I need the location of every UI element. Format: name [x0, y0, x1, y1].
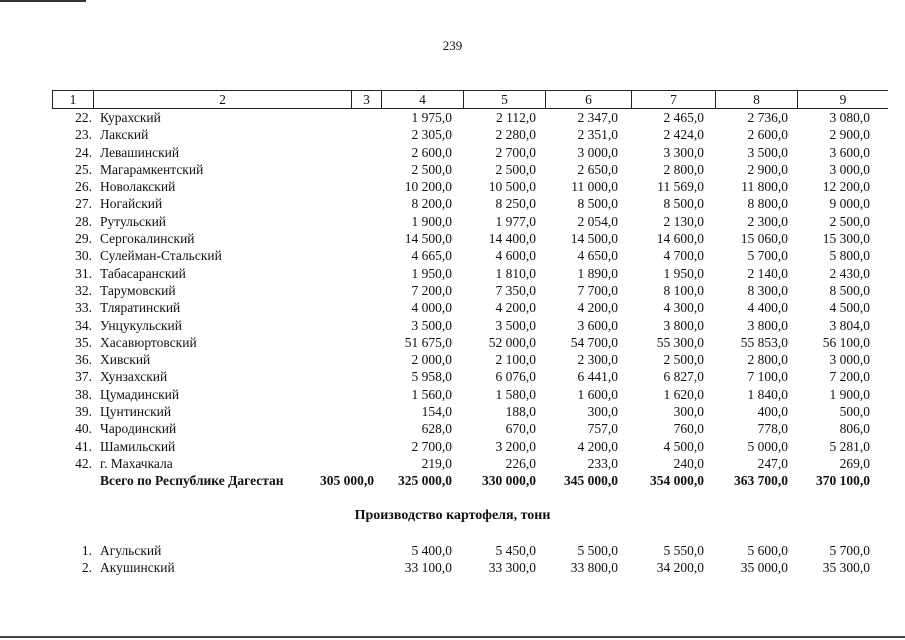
table-cell-name: Цунтинский: [100, 404, 172, 420]
table-cell-c9: 35 300,0: [822, 560, 870, 576]
table-cell-name: Акушинский: [100, 560, 175, 576]
table-cell-c4: 14 500,0: [404, 231, 452, 247]
table-cell-c6: 8 500,0: [577, 196, 618, 212]
table-cell-c4: 1 560,0: [411, 386, 452, 402]
table-cell-name: г. Махачкала: [100, 455, 173, 471]
table-row: [52, 317, 888, 334]
table-cell-num: 2.: [81, 560, 92, 576]
table-cell-c4: 1 950,0: [411, 265, 452, 281]
page-number: 239: [442, 38, 463, 53]
section-title: Производство картофеля, тонн: [354, 508, 551, 523]
table-cell-c5: 188,0: [505, 404, 536, 420]
bottom-rule: [0, 636, 905, 638]
table-row: [52, 230, 888, 247]
table-cell-c5: 5 450,0: [495, 543, 536, 558]
table-cell-c8: 2 140,0: [747, 265, 788, 281]
total-c5: 330 000,0: [482, 473, 536, 489]
table-cell-c9: 3 600,0: [829, 144, 870, 160]
table-cell-num: 1.: [81, 543, 92, 558]
table-cell-c6: 33 800,0: [570, 560, 618, 576]
table-cell-c7: 3 300,0: [663, 144, 704, 160]
table-cell-num: 30.: [75, 248, 92, 264]
table-cell-name: Рутульский: [100, 213, 167, 229]
table-cell-c9: 5 281,0: [829, 438, 870, 454]
table-cell-c6: 3 000,0: [577, 144, 618, 160]
table-row: [52, 195, 888, 212]
table-cell-name: Сергокалинский: [100, 231, 195, 247]
table-cell-c4: 2 000,0: [411, 352, 452, 368]
table-cell-num: 34.: [75, 317, 92, 333]
table-cell-c8: 2 736,0: [747, 110, 788, 125]
table-row: [52, 438, 888, 455]
table-row: [52, 542, 888, 559]
table-cell-c5: 8 250,0: [495, 196, 536, 212]
table-cell-c4: 5 958,0: [411, 369, 452, 385]
table-cell-c8: 8 300,0: [747, 282, 788, 298]
table-cell-c5: 4 600,0: [495, 248, 536, 264]
table-row: [52, 126, 888, 143]
table-cell-c6: 5 500,0: [577, 543, 618, 558]
table-cell-c8: 15 060,0: [740, 231, 788, 247]
table-cell-c7: 14 600,0: [656, 231, 704, 247]
table-cell-c7: 34 200,0: [656, 560, 704, 576]
table-cell-c9: 3 000,0: [829, 352, 870, 368]
table-cell-c6: 2 347,0: [577, 110, 618, 125]
table-row-total: [52, 472, 888, 489]
total-label: Всего по Республике Дагестан: [100, 473, 284, 489]
table-cell-c4: 8 200,0: [411, 196, 452, 212]
table-cell-c8: 778,0: [757, 421, 788, 437]
table-cell-c9: 3 000,0: [829, 161, 870, 177]
table-cell-name: Левашинский: [100, 144, 180, 160]
table-cell-c7: 6 827,0: [663, 369, 704, 385]
table-cell-name: Унцукульский: [100, 317, 182, 333]
table-cell-c8: 5 700,0: [747, 248, 788, 264]
table-cell-c9: 9 000,0: [829, 196, 870, 212]
table-cell-c7: 2 130,0: [663, 213, 704, 229]
table-cell-c4: 4 000,0: [411, 300, 452, 316]
table-cell-c5: 52 000,0: [488, 334, 536, 350]
table-cell-c6: 1 600,0: [577, 386, 618, 402]
table-cell-c8: 1 840,0: [747, 386, 788, 402]
table-cell-c7: 300,0: [673, 404, 704, 420]
table-row: [52, 368, 888, 385]
table-cell-name: Магарамкентский: [100, 161, 204, 177]
table-cell-c6: 2 650,0: [577, 161, 618, 177]
table-cell-num: 35.: [75, 334, 92, 350]
table-cell-num: 25.: [75, 161, 92, 177]
table-cell-c8: 2 900,0: [747, 161, 788, 177]
header-col-8: 8: [716, 91, 798, 108]
table-cell-c8: 5 000,0: [747, 438, 788, 454]
table-cell-num: 31.: [75, 265, 92, 281]
table-cell-name: Цумадинский: [100, 386, 180, 402]
table-cell-c7: 760,0: [673, 421, 704, 437]
table-cell-c8: 4 400,0: [747, 300, 788, 316]
table-cell-c4: 2 700,0: [411, 438, 452, 454]
table-cell-c9: 3 804,0: [829, 317, 870, 333]
total-c7: 354 000,0: [650, 473, 704, 489]
table-cell-c5: 2 112,0: [496, 110, 536, 125]
table-cell-c5: 33 300,0: [488, 560, 536, 576]
table-cell-name: Ногайский: [100, 196, 163, 212]
table-row: [52, 247, 888, 264]
table-cell-c9: 56 100,0: [822, 334, 870, 350]
table-cell-num: 33.: [75, 300, 92, 316]
table-cell-c9: 1 900,0: [829, 386, 870, 402]
total-c9: 370 100,0: [816, 473, 870, 489]
table-cell-c4: 3 500,0: [411, 317, 452, 333]
table-cell-name: Хасавюртовский: [100, 334, 197, 350]
table-cell-c6: 2 300,0: [577, 352, 618, 368]
table-cell-c8: 3 800,0: [747, 317, 788, 333]
table-cell-c4: 7 200,0: [411, 282, 452, 298]
top-rule: [0, 0, 86, 2]
table-cell-c7: 2 465,0: [663, 110, 704, 125]
table-cell-c9: 500,0: [839, 404, 870, 420]
table-cell-c6: 14 500,0: [570, 231, 618, 247]
table-cell-c6: 7 700,0: [577, 282, 618, 298]
production-table: [52, 90, 888, 490]
table-cell-num: 38.: [75, 386, 92, 402]
table-cell-c7: 8 100,0: [663, 282, 704, 298]
table-cell-c4: 10 200,0: [404, 179, 452, 195]
table-cell-c6: 4 200,0: [577, 438, 618, 454]
table-cell-c6: 4 650,0: [577, 248, 618, 264]
table-cell-c5: 14 400,0: [488, 231, 536, 247]
table-cell-num: 37.: [75, 369, 92, 385]
table-cell-c5: 1 580,0: [495, 386, 536, 402]
table-cell-c8: 400,0: [757, 404, 788, 420]
table-row: [52, 455, 888, 472]
table-cell-num: 40.: [75, 421, 92, 437]
table-cell-c5: 670,0: [505, 421, 536, 437]
table-cell-c5: 2 700,0: [495, 144, 536, 160]
header-col-4: 4: [382, 91, 464, 108]
total-c4: 325 000,0: [398, 473, 452, 489]
table-cell-name: Хивский: [100, 352, 151, 368]
table-row: [52, 334, 888, 351]
table-row: [52, 161, 888, 178]
table-cell-c5: 3 500,0: [495, 317, 536, 333]
table-row: [52, 178, 888, 195]
table-cell-name: Сулейман-Стальский: [100, 248, 222, 264]
table-cell-c6: 4 200,0: [577, 300, 618, 316]
table-row: [52, 559, 888, 576]
table-cell-name: Чародинский: [100, 421, 177, 437]
table-cell-c7: 1 620,0: [663, 386, 704, 402]
table-cell-c4: 154,0: [421, 404, 452, 420]
table-cell-c8: 5 600,0: [747, 543, 788, 558]
table-row: [52, 351, 888, 368]
table-row: [52, 213, 888, 230]
table-cell-c8: 8 800,0: [747, 196, 788, 212]
table-cell-c8: 3 500,0: [747, 144, 788, 160]
table-cell-num: 27.: [75, 196, 92, 212]
table-cell-c7: 8 500,0: [663, 196, 704, 212]
table-cell-c5: 4 200,0: [495, 300, 536, 316]
table-cell-c6: 3 600,0: [577, 317, 618, 333]
table-cell-c5: 3 200,0: [495, 438, 536, 454]
table-cell-num: 39.: [75, 404, 92, 420]
table-cell-name: Шамильский: [100, 438, 176, 454]
table-cell-name: Тляратинский: [100, 300, 181, 316]
table-cell-c5: 10 500,0: [488, 179, 536, 195]
table-cell-c6: 11 000,0: [571, 179, 618, 195]
table-cell-c8: 7 100,0: [747, 369, 788, 385]
table-cell-c4: 4 665,0: [411, 248, 452, 264]
table-cell-c6: 757,0: [587, 421, 618, 437]
table-cell-c7: 4 500,0: [663, 438, 704, 454]
table-cell-c5: 2 280,0: [495, 127, 536, 143]
table-cell-c4: 5 400,0: [411, 543, 452, 558]
table-cell-c6: 6 441,0: [577, 369, 618, 385]
table-cell-c9: 2 500,0: [829, 213, 870, 229]
table-cell-num: 29.: [75, 231, 92, 247]
table-cell-c9: 2 430,0: [829, 265, 870, 281]
table-cell-c5: 6 076,0: [495, 369, 536, 385]
table-cell-name: Курахский: [100, 110, 161, 125]
table-cell-c9: 3 080,0: [829, 110, 870, 125]
table-cell-c7: 4 300,0: [663, 300, 704, 316]
table-cell-c6: 1 890,0: [577, 265, 618, 281]
total-c8: 363 700,0: [734, 473, 788, 489]
table-cell-c9: 269,0: [839, 455, 870, 471]
header-col-5: 5: [464, 91, 546, 108]
table-row: [52, 386, 888, 403]
table-cell-name: Тарумовский: [100, 282, 176, 298]
table-cell-c4: 2 305,0: [411, 127, 452, 143]
table-cell-c9: 2 900,0: [829, 127, 870, 143]
total-c3: 305 000,0: [320, 473, 374, 489]
table-cell-c7: 5 550,0: [663, 543, 704, 558]
table-cell-c6: 300,0: [587, 404, 618, 420]
table-cell-num: 32.: [75, 282, 92, 298]
table-cell-c8: 55 853,0: [740, 334, 788, 350]
potato-table-body: [52, 542, 888, 577]
table-row: [52, 403, 888, 420]
table-cell-name: Новолакский: [100, 179, 176, 195]
table-cell-c7: 2 424,0: [663, 127, 704, 143]
table-cell-c8: 35 000,0: [740, 560, 788, 576]
table-cell-num: 42.: [75, 455, 92, 471]
table-cell-c6: 54 700,0: [570, 334, 618, 350]
table-cell-c7: 55 300,0: [656, 334, 704, 350]
table-cell-c6: 2 351,0: [577, 127, 618, 143]
table-row: [52, 282, 888, 299]
table-cell-c5: 7 350,0: [495, 282, 536, 298]
table-cell-c4: 219,0: [421, 455, 452, 471]
table-cell-c9: 12 200,0: [822, 179, 870, 195]
table-row: [52, 144, 888, 161]
table-cell-c4: 51 675,0: [404, 334, 452, 350]
table-cell-c9: 806,0: [839, 421, 870, 437]
table-row: [52, 420, 888, 437]
table-cell-c9: 7 200,0: [829, 369, 870, 385]
table-cell-c8: 11 800,0: [741, 179, 788, 195]
table-cell-c9: 5 700,0: [829, 543, 870, 558]
table-cell-c8: 247,0: [757, 455, 788, 471]
table-cell-c9: 8 500,0: [829, 282, 870, 298]
table-row: [52, 299, 888, 316]
table-cell-num: 23.: [75, 127, 92, 143]
table-cell-c8: 2 600,0: [747, 127, 788, 143]
table-cell-c7: 2 500,0: [663, 352, 704, 368]
table-cell-c9: 4 500,0: [829, 300, 870, 316]
table-cell-num: 24.: [75, 144, 92, 160]
table-cell-c7: 11 569,0: [657, 179, 704, 195]
header-col-7: 7: [632, 91, 716, 108]
table-cell-c6: 2 054,0: [577, 213, 618, 229]
potato-table: [52, 542, 888, 577]
table-cell-c5: 1 810,0: [495, 265, 536, 281]
table-cell-c4: 33 100,0: [404, 560, 452, 576]
table-cell-c4: 2 600,0: [411, 144, 452, 160]
total-c6: 345 000,0: [564, 473, 618, 489]
table-header-row: [52, 90, 888, 109]
table-row: [52, 109, 888, 126]
table-cell-name: Лакский: [100, 127, 149, 143]
table-cell-c4: 628,0: [421, 421, 452, 437]
header-col-9: 9: [839, 92, 847, 107]
table-body: [52, 109, 888, 472]
table-cell-c7: 1 950,0: [663, 265, 704, 281]
table-cell-c4: 2 500,0: [411, 161, 452, 177]
table-cell-num: 28.: [75, 213, 92, 229]
table-cell-num: 22.: [75, 110, 92, 125]
table-cell-c4: 1 975,0: [411, 110, 452, 125]
header-col-3: 3: [352, 91, 382, 108]
table-cell-name: Табасаранский: [100, 265, 186, 281]
table-cell-c4: 1 900,0: [411, 213, 452, 229]
table-cell-c5: 226,0: [505, 455, 536, 471]
table-cell-c9: 15 300,0: [822, 231, 870, 247]
header-col-1: 1: [52, 91, 94, 108]
table-cell-c9: 5 800,0: [829, 248, 870, 264]
table-cell-c5: 2 100,0: [495, 352, 536, 368]
table-cell-c7: 4 700,0: [663, 248, 704, 264]
table-cell-num: 41.: [75, 438, 92, 454]
table-cell-c7: 240,0: [673, 455, 704, 471]
table-cell-c7: 3 800,0: [663, 317, 704, 333]
table-row: [52, 265, 888, 282]
table-cell-c7: 2 800,0: [663, 161, 704, 177]
header-col-2: 2: [94, 91, 352, 108]
table-cell-name: Хунзахский: [100, 369, 168, 385]
table-cell-c6: 233,0: [587, 455, 618, 471]
table-cell-c8: 2 800,0: [747, 352, 788, 368]
table-cell-c5: 1 977,0: [495, 213, 536, 229]
table-cell-num: 36.: [75, 352, 92, 368]
table-cell-num: 26.: [75, 179, 92, 195]
table-cell-name: Агульский: [100, 543, 162, 558]
table-cell-c5: 2 500,0: [495, 161, 536, 177]
table-cell-c8: 2 300,0: [747, 213, 788, 229]
header-col-6: 6: [546, 91, 632, 108]
